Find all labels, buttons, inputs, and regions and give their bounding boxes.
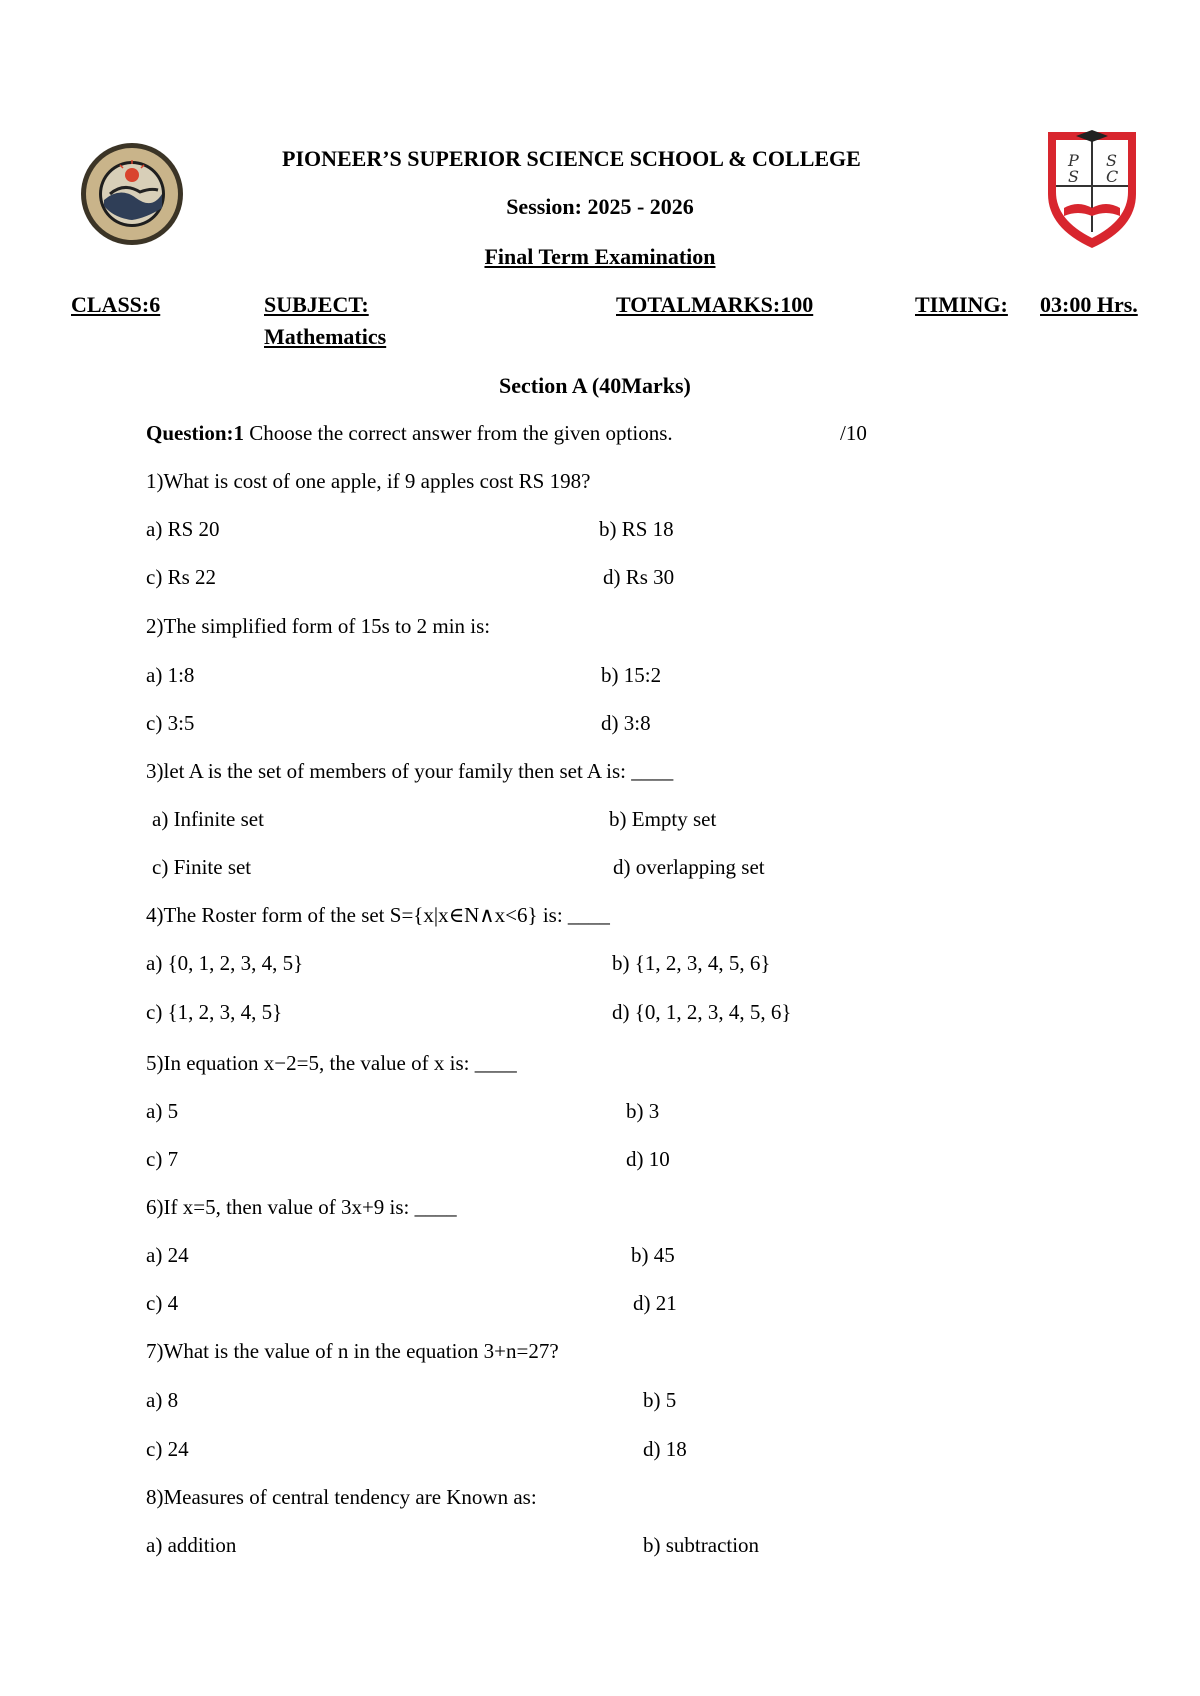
mcq-3-option-a: a) Infinite set [152,807,264,831]
mcq-6-option-a: a) 24 [146,1243,189,1267]
subject-value: Mathematics [264,324,387,349]
mcq-8-option-a: a) addition [146,1533,237,1557]
mcq-2-option-b: b) 15:2 [601,663,662,687]
mcq-1-option-d: d) Rs 30 [603,565,675,589]
section-heading: Section A (40Marks) [499,373,691,398]
mcq-4-option-d: d) {0, 1, 2, 3, 4, 5, 6} [612,1000,792,1024]
mcq-4-question: 4)The Roster form of the set S={x|x∈N∧x<6} is: ____ [146,903,610,927]
mcq-5-option-d: d) 10 [626,1147,670,1171]
mcq-3-option-d: d) overlapping set [613,855,765,879]
mcq-3-option-b: b) Empty set [609,807,717,831]
timing-label: TIMING: [915,292,1008,317]
question-1-marks: /10 [840,421,867,445]
mcq-2-question: 2)The simplified form of 15s to 2 min is: [146,614,491,638]
mcq-3-question: 3)let A is the set of members of your family then set A is: ____ [146,759,674,783]
mcq-7-option-c: c) 24 [146,1437,189,1461]
mcq-6-option-c: c) 4 [146,1291,179,1315]
mcq-6-option-b: b) 45 [631,1243,675,1267]
mcq-5-option-a: a) 5 [146,1099,179,1123]
mcq-5-option-c: c) 7 [146,1147,179,1171]
mcq-7-option-d: d) 18 [643,1437,687,1461]
timing-value: 03:00 Hrs. [1040,292,1138,317]
mcq-7-option-a: a) 8 [146,1388,179,1412]
mcq-6-option-d: d) 21 [633,1291,677,1315]
total-marks: TOTALMARKS:100 [616,292,814,317]
mcq-1-option-a: a) RS 20 [146,517,220,541]
mcq-8-option-b: b) subtraction [643,1533,760,1557]
class-label: CLASS:6 [71,292,161,317]
mcq-4-option-b: b) {1, 2, 3, 4, 5, 6} [612,951,771,975]
mcq-6-question: 6)If x=5, then value of 3x+9 is: ____ [146,1195,457,1219]
mcq-7-question: 7)What is the value of n in the equation 3+n=27? [146,1339,559,1363]
crest-letter-s2: S [1068,167,1079,186]
school-name: PIONEER’S SUPERIOR SCIENCE SCHOOL & COLLEGE [282,146,861,171]
crest-letter-p: P [1068,151,1079,170]
mcq-5-question: 5)In equation x−2=5, the value of x is: ____ [146,1051,517,1075]
session: Session: 2025 - 2026 [506,194,694,219]
mcq-3-option-c: c) Finite set [152,855,252,879]
mcq-8-question: 8)Measures of central tendency are Known as: [146,1485,537,1509]
mcq-4-option-a: a) {0, 1, 2, 3, 4, 5} [146,951,304,975]
mcq-4-option-c: c) {1, 2, 3, 4, 5} [146,1000,283,1024]
question-1-instruction: Choose the correct answer from the given options. [249,421,673,445]
mcq-7-option-b: b) 5 [643,1388,677,1412]
mcq-2-option-d: d) 3:8 [601,711,651,735]
question-1-header [146,421,673,446]
mcq-5-option-b: b) 3 [626,1099,660,1123]
exam-title: Final Term Examination [484,244,716,269]
crest-letter-s1: S [1106,151,1117,170]
mcq-1-question: 1)What is cost of one apple, if 9 apples cost RS 198? [146,469,591,493]
mcq-1-option-b: b) RS 18 [599,517,674,541]
school-crest-right [1042,124,1142,252]
crest-letter-c: C [1106,167,1119,186]
mcq-1-option-c: c) Rs 22 [146,565,216,589]
question-1-label: Question:1 [146,421,245,445]
mcq-2-option-a: a) 1:8 [146,663,195,687]
mcq-2-option-c: c) 3:5 [146,711,195,735]
subject-label: SUBJECT: [264,292,369,317]
